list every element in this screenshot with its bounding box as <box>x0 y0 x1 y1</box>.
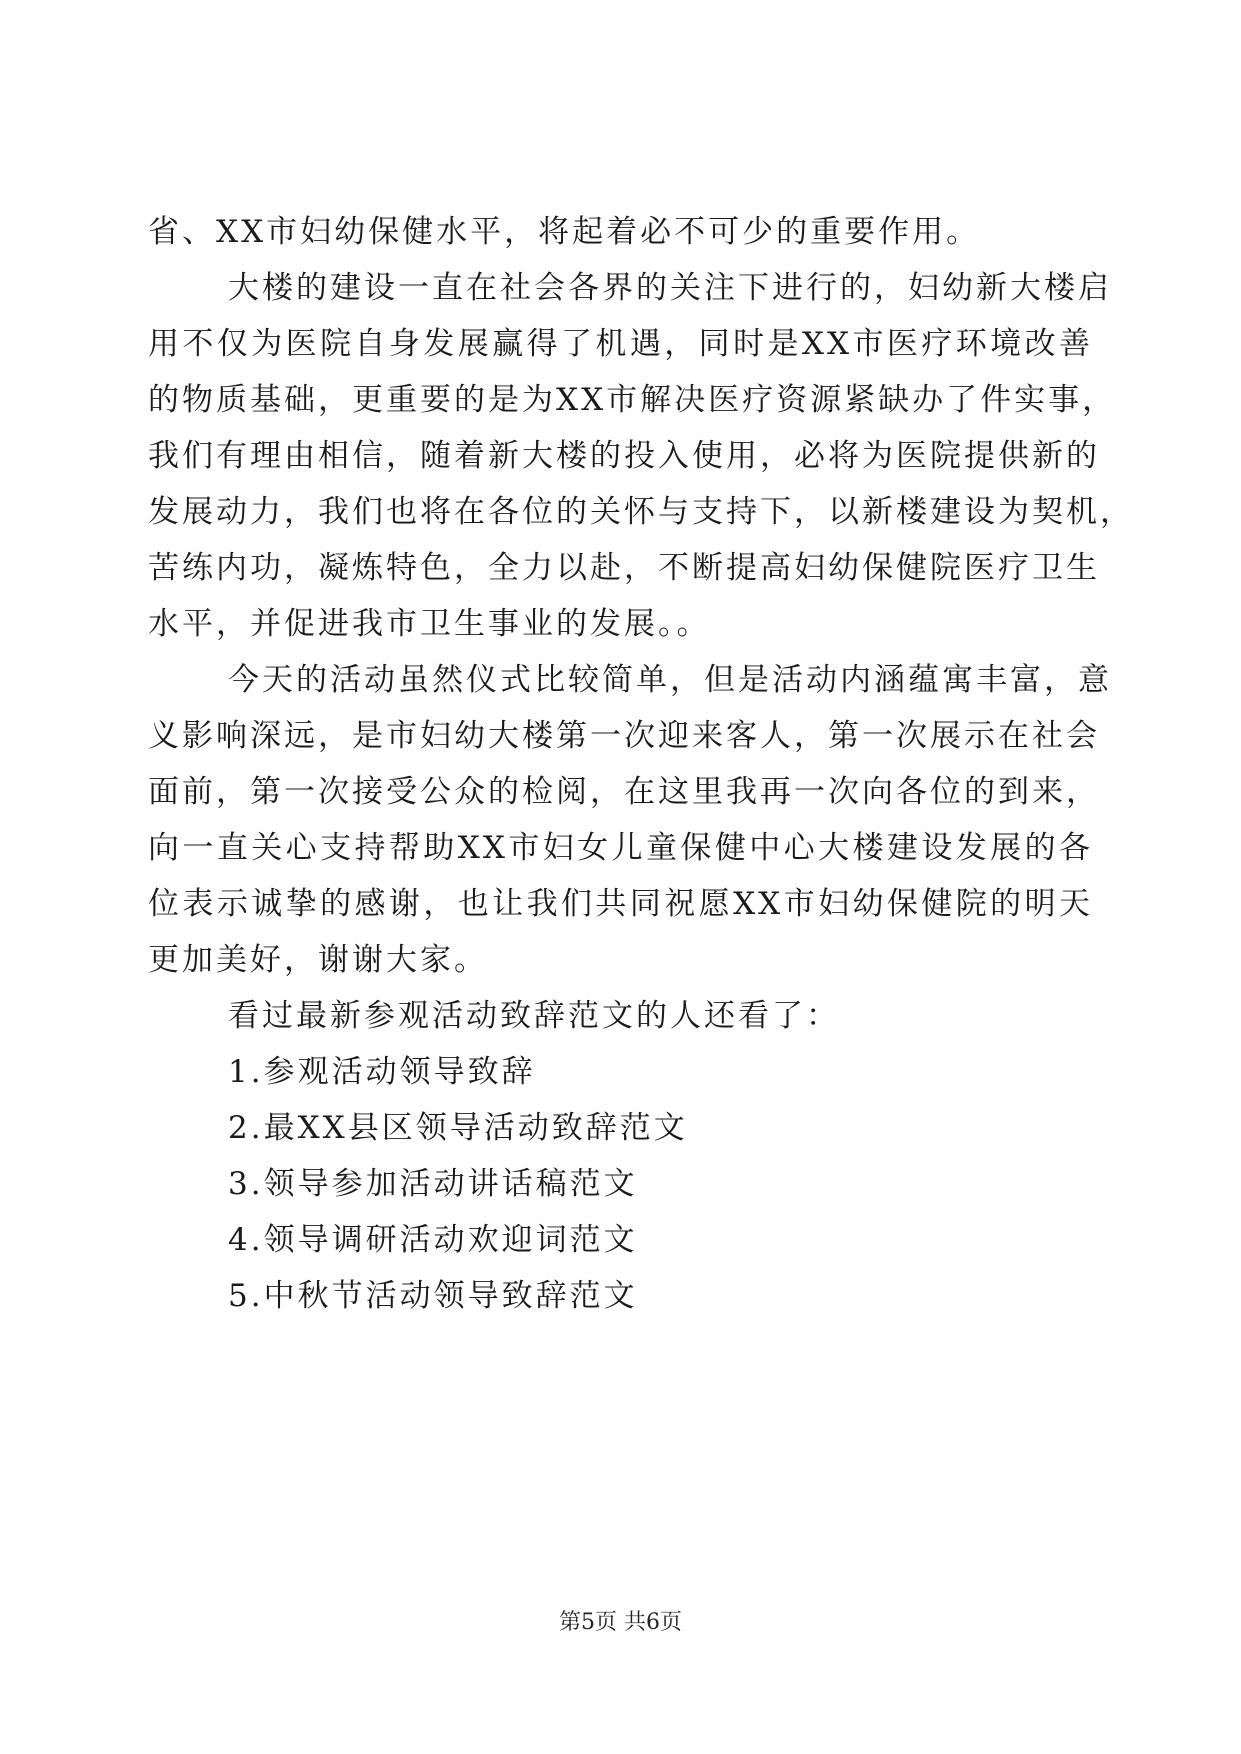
related-heading: 看过最新参观活动致辞范文的人还看了： <box>228 998 840 1034</box>
paragraph-line: 苦练内功，凝炼特色，全力以赴，不断提高妇幼保健院医疗卫生 <box>148 550 1100 586</box>
page-number-footer: 第5页 共6页 <box>559 1610 682 1635</box>
paragraph-line: 义影响深远，是市妇幼大楼第一次迎来客人，第一次展示在社会 <box>148 718 1100 754</box>
paragraph-line: 我们有理由相信，随着新大楼的投入使用，必将为医院提供新的 <box>148 438 1100 474</box>
paragraph-line: 位表示诚挚的感谢，也让我们共同祝愿XX市妇幼保健院的明天 <box>148 886 1093 922</box>
paragraph-line: 大楼的建设一直在社会各界的关注下进行的，妇幼新大楼启 <box>228 270 1112 306</box>
paragraph-line: 用不仅为医院自身发展赢得了机遇，同时是XX市医疗环境改善 <box>148 326 1093 362</box>
paragraph-line: 向一直关心支持帮助XX市妇女儿童保健中心大楼建设发展的各 <box>148 830 1093 866</box>
related-link[interactable]: 3.领导参加活动讲话稿范文 <box>228 1166 638 1202</box>
related-link[interactable]: 4.领导调研活动欢迎词范文 <box>228 1222 638 1258</box>
related-link[interactable]: 1.参观活动领导致辞 <box>228 1054 536 1090</box>
paragraph-line: 省、XX市妇幼保健水平，将起着必不可少的重要作用。 <box>148 214 981 250</box>
paragraph-line: 更加美好，谢谢大家。 <box>148 942 488 978</box>
related-link[interactable]: 5.中秋节活动领导致辞范文 <box>228 1278 638 1314</box>
paragraph-line: 今天的活动虽然仪式比较简单，但是活动内涵蕴寓丰富，意 <box>228 662 1112 698</box>
paragraph-line: 水平，并促进我市卫生事业的发展。。 <box>148 606 711 642</box>
paragraph-line: 面前，第一次接受公众的检阅，在这里我再一次向各位的到来， <box>148 774 1100 810</box>
related-link[interactable]: 2.最XX县区领导活动致辞范文 <box>228 1110 688 1146</box>
paragraph-line: 发展动力，我们也将在各位的关怀与支持下，以新楼建设为契机， <box>148 494 1134 530</box>
paragraph-line: 的物质基础，更重要的是为XX市解决医疗资源紧缺办了件实事， <box>148 382 1117 418</box>
